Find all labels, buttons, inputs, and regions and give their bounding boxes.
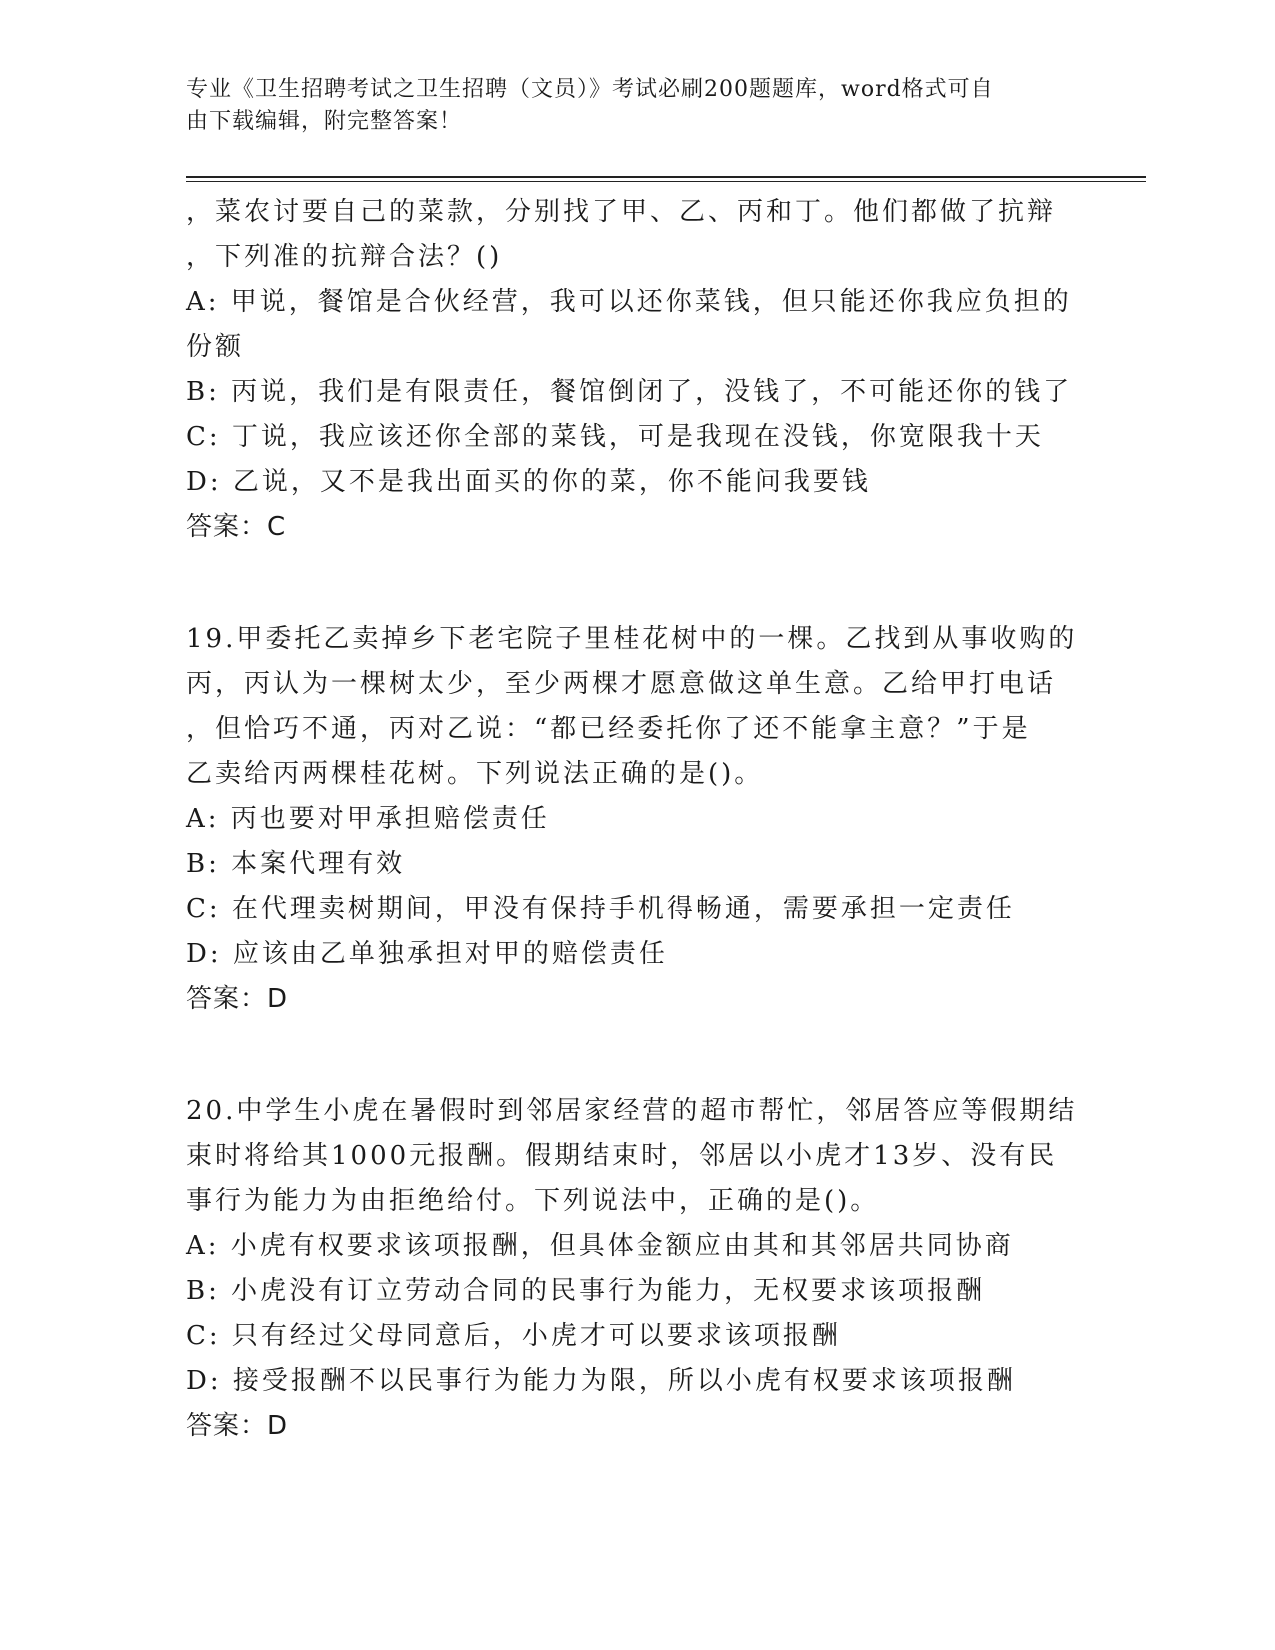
option-a: A: 小虎有权要求该项报酬，但具体金额应由其和其邻居共同协商	[186, 1231, 1014, 1261]
question-stem-line: 20.中学生小虎在暑假时到邻居家经营的超市帮忙，邻居答应等假期结	[186, 1096, 1078, 1126]
option-d: D: 应该由乙单独承担对甲的赔偿责任	[186, 939, 668, 969]
question-19	[186, 617, 1086, 1022]
header-title-line-2: 由下载编辑，附完整答案！	[186, 109, 463, 134]
page-header	[186, 74, 1066, 138]
answer-label: 答案：D	[186, 1411, 289, 1441]
answer-label: 答案：C	[186, 512, 287, 542]
question-stem-line: 19.甲委托乙卖掉乡下老宅院子里桂花树中的一棵。乙找到从事收购的	[186, 624, 1078, 654]
question-18	[186, 190, 1086, 550]
question-stem-line: ，菜农讨要自己的菜款，分别找了甲、乙、丙和丁。他们都做了抗辩	[186, 197, 1057, 227]
option-a: A: 丙也要对甲承担赔偿责任	[186, 804, 550, 834]
option-c: C: 在代理卖树期间，甲没有保持手机得畅通，需要承担一定责任	[186, 894, 1015, 924]
question-stem-line: 束时将给其1000元报酬。假期结束时，邻居以小虎才13岁、没有民	[186, 1141, 1058, 1171]
header-divider	[186, 176, 1146, 178]
option-a: A: 甲说，餐馆是合伙经营，我可以还你菜钱，但只能还你我应负担的	[186, 287, 1072, 317]
question-stem-line: 乙卖给丙两棵桂花树。下列说法正确的是()。	[186, 759, 764, 789]
question-stem-line: ，下列准的抗辩合法？()	[186, 242, 503, 272]
option-c: C: 丁说，我应该还你全部的菜钱，可是我现在没钱，你宽限我十天	[186, 422, 1044, 452]
question-stem-line: 事行为能力为由拒绝给付。下列说法中，正确的是()。	[186, 1186, 880, 1216]
option-b: B: 小虎没有订立劳动合同的民事行为能力，无权要求该项报酬	[186, 1276, 986, 1306]
option-d: D: 乙说，又不是我出面买的你的菜，你不能问我要钱	[186, 467, 871, 497]
question-stem-line: 丙，丙认为一棵树太少，至少两棵才愿意做这单生意。乙给甲打电话	[186, 669, 1057, 699]
option-a-continued: 份额	[186, 332, 245, 362]
option-b: B: 本案代理有效	[186, 849, 406, 879]
header-divider-thin	[186, 181, 1146, 182]
question-stem-line: ，但恰巧不通，丙对乙说：“都已经委托你了还不能拿主意？”于是	[186, 714, 1031, 744]
question-20	[186, 1089, 1086, 1449]
answer-label: 答案：D	[186, 984, 289, 1014]
option-d: D: 接受报酬不以民事行为能力为限，所以小虎有权要求该项报酬	[186, 1366, 1016, 1396]
option-c: C: 只有经过父母同意后，小虎才可以要求该项报酬	[186, 1321, 841, 1351]
header-title-line-1: 专业《卫生招聘考试之卫生招聘（文员）》考试必刷200题题库，word格式可自	[186, 77, 994, 102]
option-b: B: 丙说，我们是有限责任，餐馆倒闭了，没钱了，不可能还你的钱了	[186, 377, 1073, 407]
document-body	[186, 190, 1086, 1449]
